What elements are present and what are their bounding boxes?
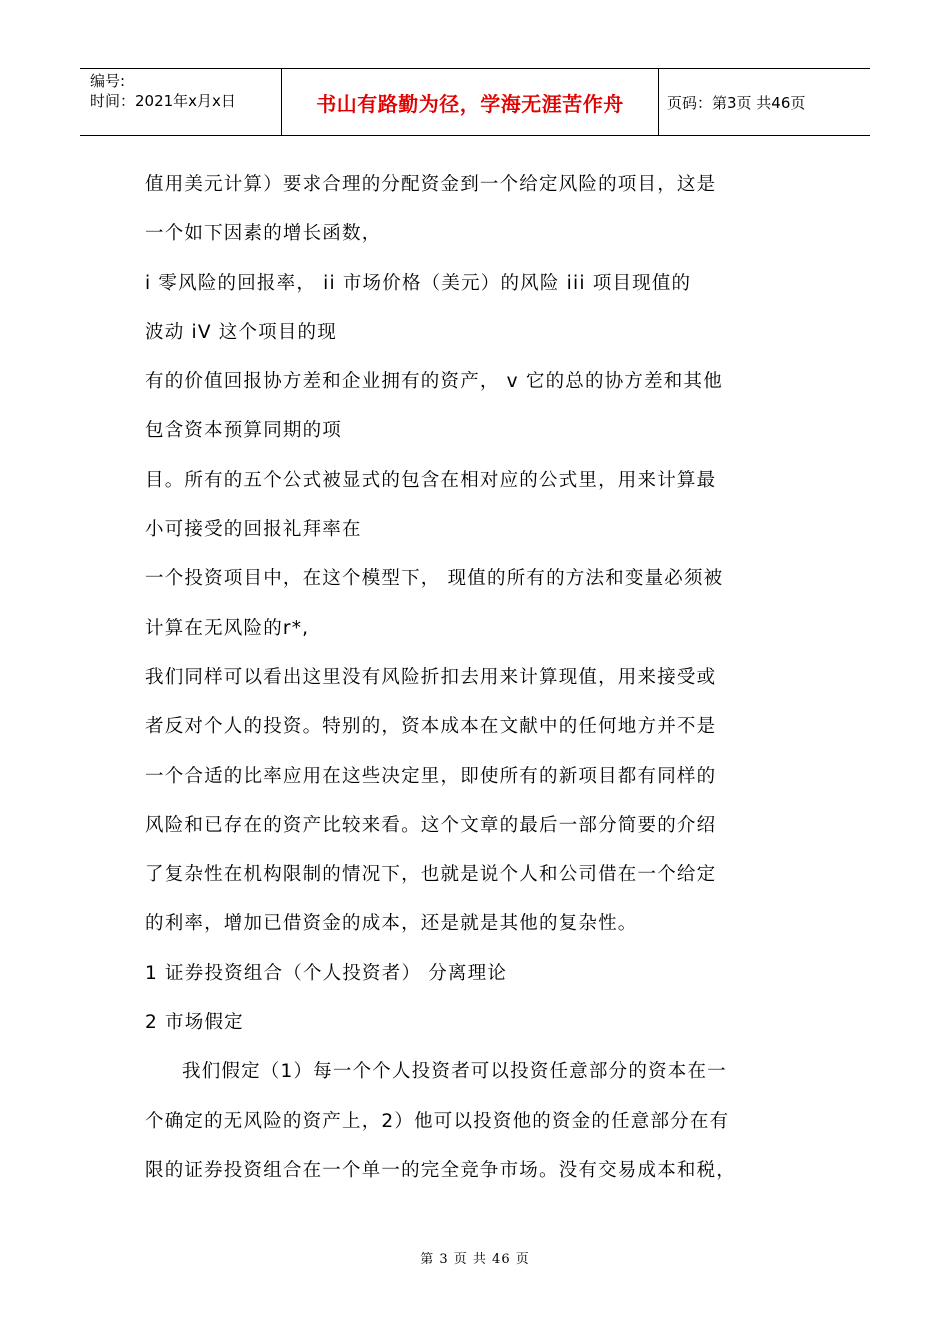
body-text-line: 目。所有的五个公式被显式的包含在相对应的公式里，用来计算最 bbox=[145, 469, 717, 491]
header-meta-cell bbox=[80, 69, 282, 135]
body-text-line: 一个投资项目中，在这个模型下， 现值的所有的方法和变量必须被 bbox=[145, 568, 724, 590]
body-text-line: i 零风险的回报率， ii 市场价格（美元）的风险 iii 项目现值的 bbox=[145, 272, 692, 294]
document-header bbox=[80, 68, 870, 136]
body-text-line: 我们假定（1）每一个个人投资者可以投资任意部分的资本在一 bbox=[182, 1061, 727, 1083]
document-number-label: 编号: bbox=[90, 72, 126, 90]
body-text-line: 风险和已存在的资产比较来看。这个文章的最后一部分简要的介绍 bbox=[145, 814, 717, 836]
header-motto: 书山有路勤为径，学海无涯苦作舟 bbox=[316, 91, 624, 116]
body-text-line: 1 证券投资组合（个人投资者） 分离理论 bbox=[145, 962, 508, 984]
body-text-line: 者反对个人的投资。特别的，资本成本在文献中的任何地方并不是 bbox=[145, 716, 717, 738]
footer-page-number: 第 3 页 共 46 页 bbox=[420, 1252, 530, 1267]
body-text-line: 计算在无风险的r*, bbox=[145, 617, 310, 639]
body-text-line: 波动 iV 这个项目的现 bbox=[145, 321, 337, 343]
body-text-line: 包含资本预算同期的项 bbox=[145, 420, 343, 442]
body-text-line: 2 市场假定 bbox=[145, 1012, 244, 1034]
body-text-line: 的利率，增加已借资金的成本，还是就是其他的复杂性。 bbox=[145, 913, 638, 935]
body-text-line: 一个合适的比率应用在这些决定里，即使所有的新项目都有同样的 bbox=[145, 765, 717, 787]
body-text-line: 一个如下因素的增长函数， bbox=[145, 223, 382, 245]
page-footer bbox=[0, 1248, 950, 1267]
header-page-number: 页码：第3页 共46页 bbox=[667, 93, 806, 112]
header-motto-cell bbox=[282, 69, 659, 135]
body-text-line: 值用美元计算）要求合理的分配资金到一个给定风险的项目，这是 bbox=[145, 174, 717, 195]
document-date-label: 时间：2021年x月x日 bbox=[90, 92, 236, 110]
body-text-line: 限的证券投资组合在一个单一的完全竞争市场。没有交易成本和税， bbox=[145, 1159, 737, 1181]
body-text-line: 了复杂性在机构限制的情况下，也就是说个人和公司借在一个给定 bbox=[145, 864, 717, 886]
body-text-line: 有的价值回报协方差和企业拥有的资产， v 它的总的协方差和其他 bbox=[145, 371, 723, 393]
body-text-line: 小可接受的回报礼拜率在 bbox=[145, 519, 362, 541]
header-page-cell bbox=[659, 69, 870, 135]
body-text-line: 我们同样可以看出这里没有风险折扣去用来计算现值，用来接受或 bbox=[145, 666, 717, 688]
body-text-line: 个确定的无风险的资产上，2）他可以投资他的资金的任意部分在有 bbox=[145, 1110, 730, 1132]
document-body bbox=[145, 160, 810, 1195]
